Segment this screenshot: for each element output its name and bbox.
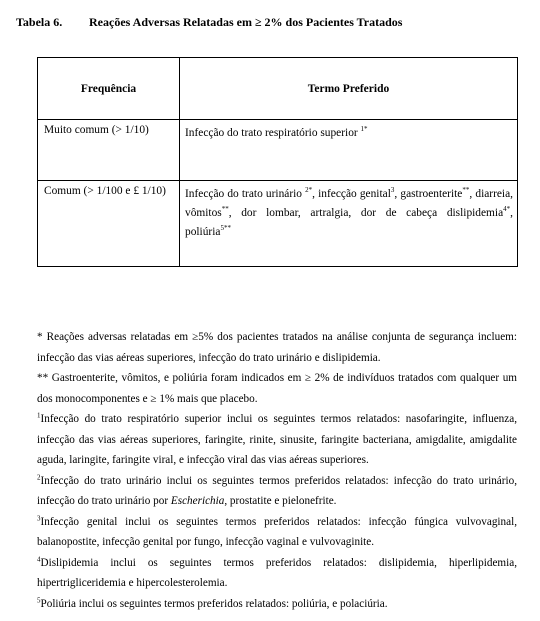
table-number: Tabela 6. (16, 15, 63, 29)
table-row (38, 120, 518, 181)
footnote: $^3$Infecção genital inclui os seguintes termos preferidos relatados: infecção fúngica vulvovaginal, balanopostite, infecção genital por fungo, infecção vaginal e vulvovaginite. (37, 513, 517, 548)
footnote: * Reações adversas relatadas em ≥5% dos pacientes tratados na análise conjunta de segurança incluem: infecção das vias aéreas superiores, infecção do trato urinário e dislipidemia. (37, 331, 517, 364)
footnote: ** Gastroenterite, vômitos, e poliúria foram indicados em ≥ 2% de indivíduos tratados com qualquer um dos monocomponentes e ≥ 1% mais que placebo. (37, 372, 517, 405)
header-frequency: Frequência (38, 58, 180, 120)
adverse-reactions-table (37, 57, 518, 267)
footnote: $^1$Infecção do trato respiratório superior inclui os seguintes termos relatados: nasofaringite, influenza, infecção das vias aéreas superiores, faringite, rinite, sinusite, faringite bacteriana, amigdalite, amigdalite aguda, laringite, faringite viral, e infecção viral das vias aéreas superiores. (37, 411, 517, 466)
cell-preferred-term: Infecção do trato urinário $^{2*}$, infecção genital$^3$, gastroenterite**, diarreia, vômitos**, dor lombar, artralgia, dor de cabeça dislipidemia$^{4*}$, poliúria$^{5**}$ (180, 181, 518, 267)
table-row (38, 181, 518, 267)
footnotes (37, 327, 517, 614)
table-header-row (38, 58, 518, 120)
footnote: $^2$Infecção do trato urinário inclui os seguintes termos preferidos relatados: infecção do trato urinário, infecção do trato urinário por Escherichia, prostatite e pielonefrite. (37, 472, 517, 507)
table-caption: Reações Adversas Relatadas em ≥ 2% dos Pacientes Tratados (89, 15, 403, 29)
table-title (16, 15, 530, 30)
header-preferred-term: Termo Preferido (180, 58, 518, 120)
cell-preferred-term: Infecção do trato respiratório superior $^{1*}$ (180, 120, 518, 181)
cell-frequency: Muito comum (> 1/10) (38, 120, 180, 181)
footnote: $^5$Poliúria inclui os seguintes termos preferidos relatados: poliúria, e polaciúria. (37, 595, 388, 610)
footnote: $^4$Dislipidemia inclui os seguintes termos preferidos relatados: dislipidemia, hiperlipidemia, hipertrigliceridemia e hipercolesterolemia. (37, 554, 517, 589)
cell-frequency: Comum (> 1/100 e £ 1/10) (38, 181, 180, 267)
